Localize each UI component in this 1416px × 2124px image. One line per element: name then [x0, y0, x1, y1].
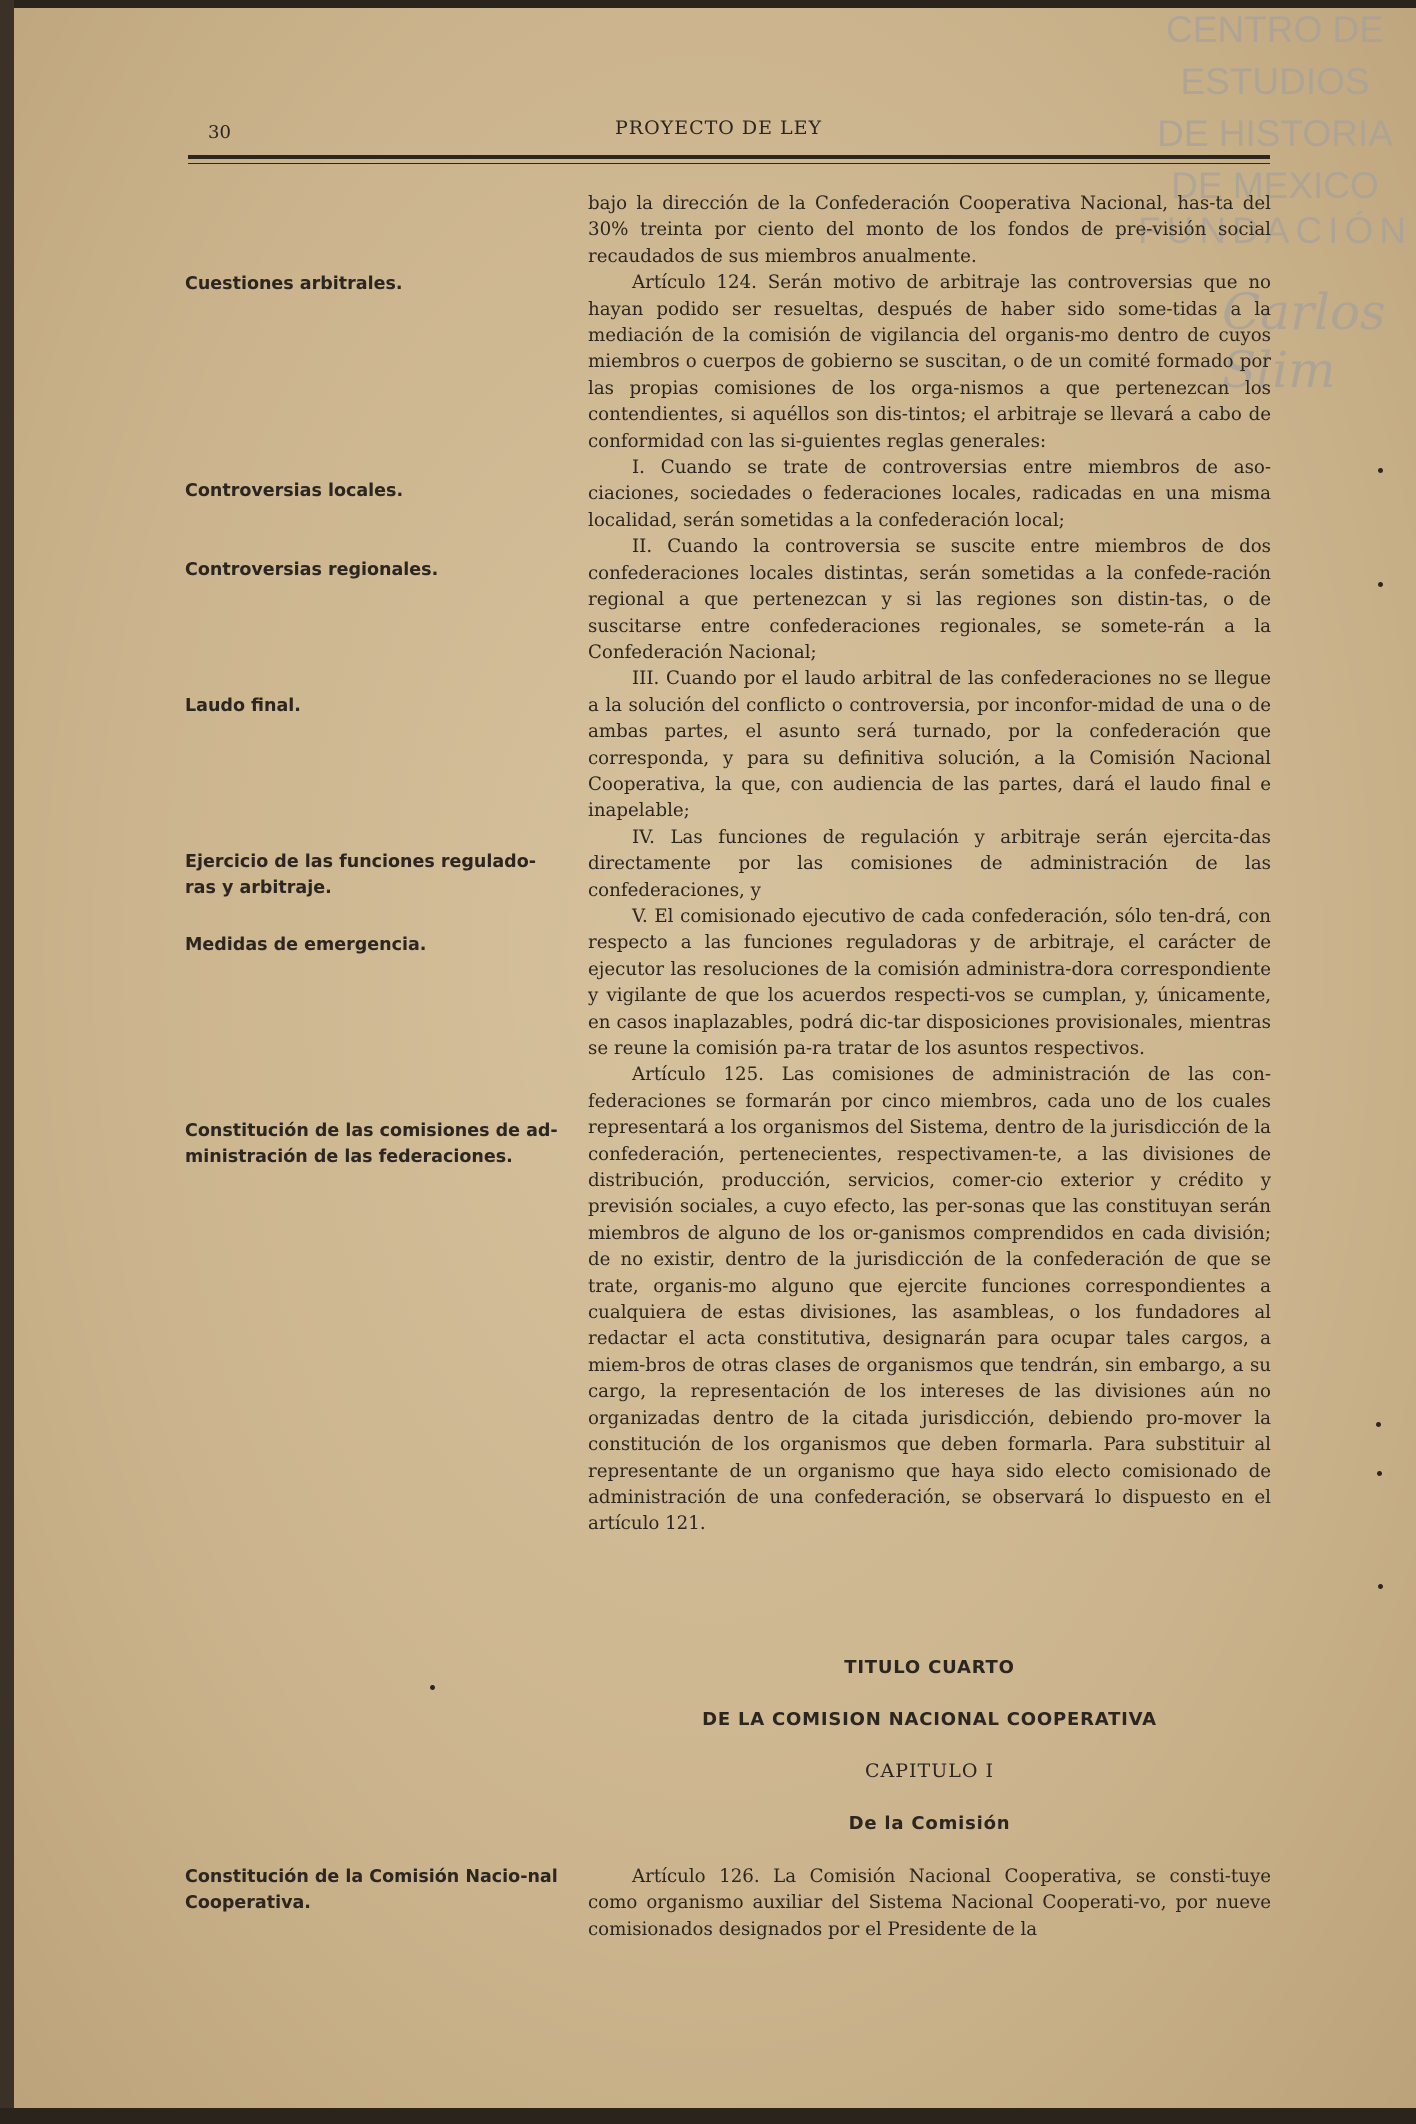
margin-note: Constitución de las comisiones de ad-ministración de las federaciones. [185, 1121, 558, 1167]
paragraph: IV. Las funciones de regulación y arbitraje serán ejercita-das directamente por las comisiones de administración de las confederaciones, y [588, 826, 1271, 901]
paragraph: Artículo 124. Serán motivo de arbitraje las controversias que no hayan podido ser resueltas, después de haber sido some-tidas a la mediación de la comisión de vigilancia del organis-mo dentro de cuyos miembros o cuerpos de gobierno se suscitan, o de un comité formado por las propias comisiones de los orga-nismos a que pertenezcan los contendientes, si aquéllos son dis-tintos; el arbitraje se llevará a cabo de conformidad con las si-guientes reglas generales: [588, 272, 1271, 452]
page-number: 30 [208, 122, 231, 143]
header-rule-thin [188, 163, 1270, 164]
margin-note: Ejercicio de las funciones regulado-ras y arbitraje. [185, 852, 536, 898]
ink-speck [430, 1685, 435, 1690]
running-head: PROYECTO DE LEY [615, 117, 823, 139]
ink-speck [1378, 468, 1383, 473]
scan-edge-left [0, 0, 14, 2124]
title-heading: TITULO CUARTO [844, 1657, 1015, 1678]
body-text-column [588, 191, 1271, 1538]
paragraph: V. El comisionado ejecutivo de cada confederación, sólo ten-drá, con respecto a las funciones reguladoras y de arbitraje, el carácter de ejecutor las resoluciones de la comisión administra-dora correspondiente y vigilante de que los acuerdos respecti-vos se cumplan, y, únicamente, en casos inaplazables, podrá dic-tar disposiciones provisionales, mientras se reune la comisión pa-ra tratar de los asuntos respectivos. [588, 905, 1271, 1059]
watermark-line: DE MEXICO [1171, 165, 1379, 206]
margin-note: Laudo final. [185, 696, 301, 716]
margin-note: Controversias locales. [185, 481, 404, 501]
paragraph: Artículo 126. La Comisión Nacional Cooperativa, se consti-tuye como organismo auxiliar del Sistema Nacional Cooperati-vo, por nueve comisionados designados por el Presidente de la [588, 1866, 1271, 1940]
paragraph: Artículo 125. Las comisiones de administración de las con-federaciones se formarán por cinco miembros, cada uno de los cuales representará a los organismos del Sistema, dentro de la jurisdicción de la confederación, pertenecientes, respectivamen-te, a las divisiones de distribución, producción, servicios, comer-cio exterior y crédito y previsión sociales, a cuyo efecto, las per-sonas que las constituyan serán miembros de alguno de los or-ganismos comprendidos en cada división; de no existir, dentro de la jurisdicción de la confederación de que se trate, organis-mo alguno que ejercite funciones correspondientes a cualquiera de estas divisiones, las asambleas, o los fundadores al redactar el acta constitutiva, designarán para ocupar tales cargos, a miem-bros de otras clases de organismos que tendrán, sin embargo, a su cargo, la representación de los intereses de las divisiones aún no organizadas dentro de la citada jurisdicción, debiendo pro-mover la constitución de los organismos que deben formarla. Para substituir al representante de un organismo que haya sido electo comisionado de administración de una confederación, se observará lo dispuesto en el artículo 121. [588, 1064, 1271, 1535]
watermark-signature: Carlos Slim [1222, 283, 1386, 399]
ink-speck [1377, 1471, 1382, 1476]
watermark-foundation: FUNDACIÓN [1138, 210, 1412, 251]
margin-note: Cuestiones arbitrales. [185, 274, 403, 294]
paragraph: II. Cuando la controversia se suscite entre miembros de dos confederaciones locales distintas, serán sometidas a la confede-ración regional a que pertenezcan y si las regiones son distin-tas, o de suscitarse entre confederaciones regionales, se somete-rán a la Confederación Nacional; [588, 536, 1271, 663]
paragraph: III. Cuando por el laudo arbitral de las confederaciones no se llegue a la solución del conflicto o controversia, por inconfor-midad de una o de ambas partes, el asunto será turnado, por la confederación que corresponda, y para su definitiva solución, a la Comisión Nacional Cooperativa, la que, con audiencia de las partes, dará el laudo final e inapelable; [588, 668, 1271, 822]
header-rule-thick [188, 155, 1270, 159]
ink-speck [1378, 1584, 1383, 1589]
margin-note: Constitución de la Comisión Nacio-nal Cooperativa. [185, 1867, 558, 1913]
ink-speck [1376, 1422, 1381, 1427]
body-text-bottom [588, 1864, 1271, 1943]
watermark-line: DE HISTORIA [1157, 113, 1393, 154]
watermark-line: ESTUDIOS [1180, 61, 1370, 102]
subtitle-heading: DE LA COMISION NACIONAL COOPERATIVA [702, 1709, 1157, 1730]
chapter-heading: CAPITULO I [865, 1760, 994, 1782]
ink-speck [1378, 582, 1383, 587]
margin-note: Medidas de emergencia. [185, 935, 427, 955]
section-heading: De la Comisión [848, 1813, 1011, 1834]
scan-edge-bottom [0, 2108, 1416, 2124]
watermark-line: CENTRO DE [1166, 9, 1384, 50]
paragraph: I. Cuando se trate de controversias entre miembros de aso-ciaciones, sociedades o federaciones locales, radicadas en una misma localidad, serán sometidas a la confederación local; [588, 457, 1271, 531]
margin-note: Controversias regionales. [185, 560, 439, 580]
paragraph: bajo la dirección de la Confederación Cooperativa Nacional, has-ta del 30% treinta por ciento del monto de los fondos de pre-visión social recaudados de sus miembros anualmente. [588, 193, 1271, 267]
